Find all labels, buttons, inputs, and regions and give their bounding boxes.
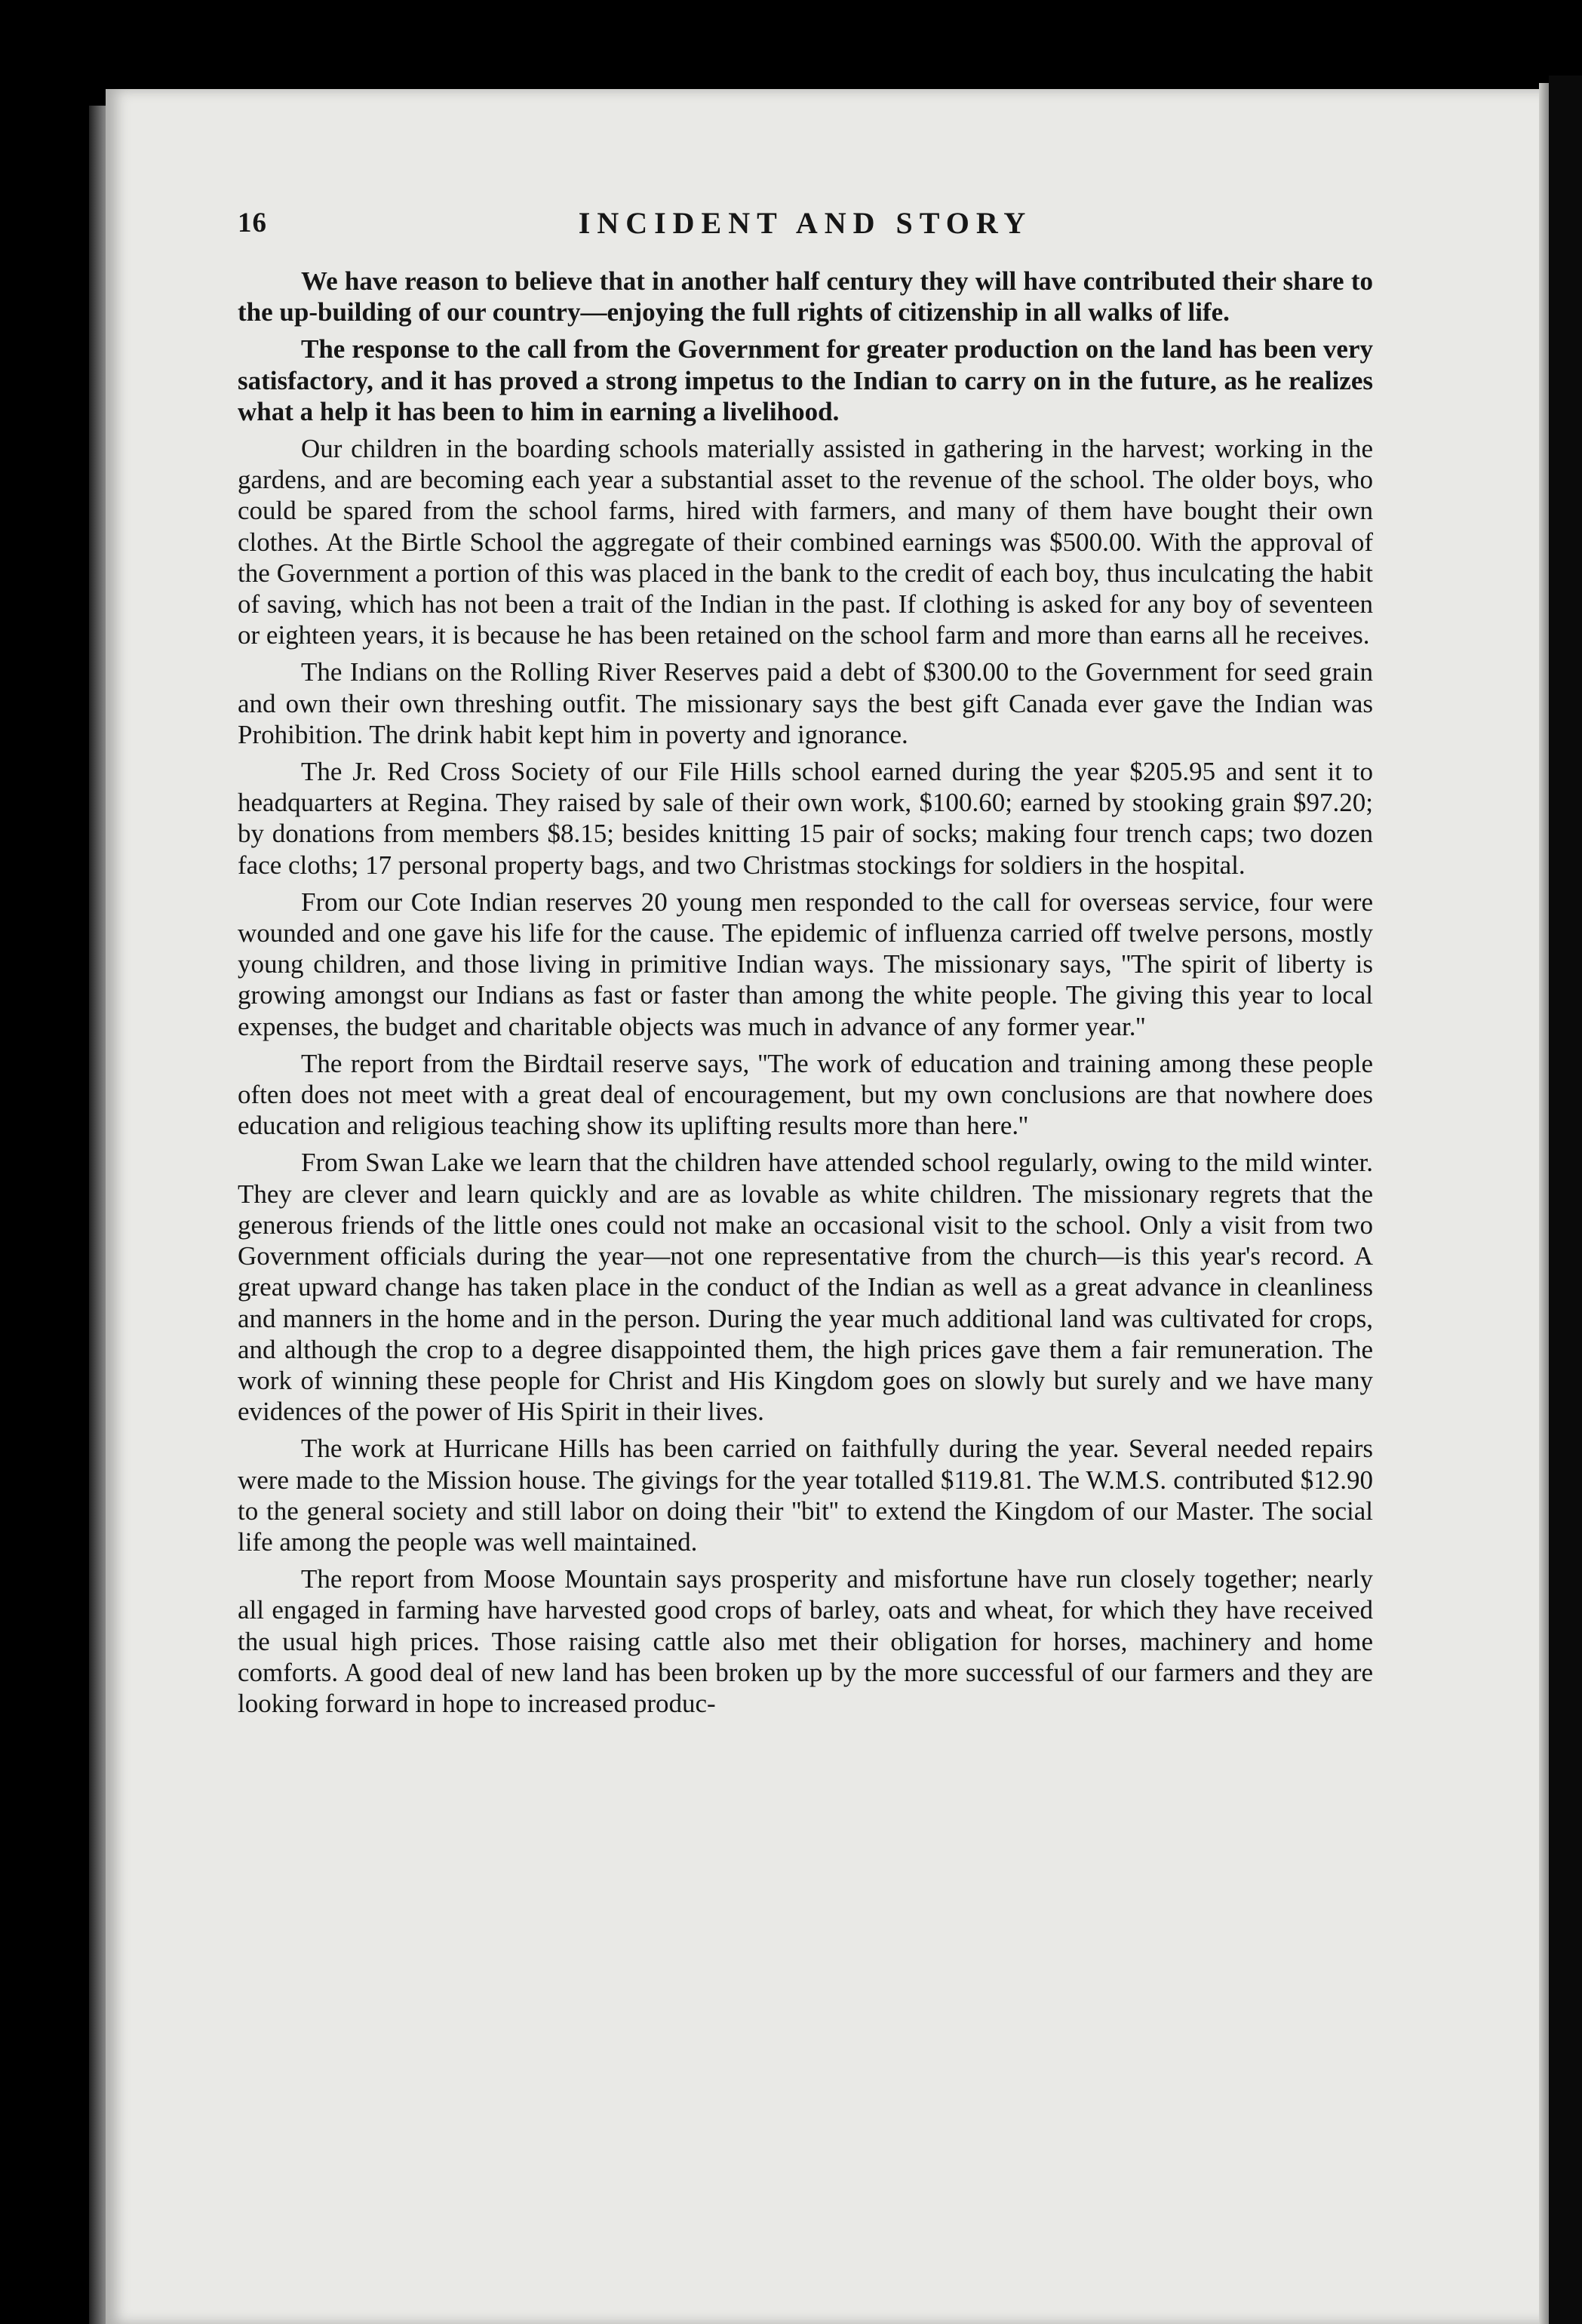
page-header [238,198,1373,251]
paragraph-production: The response to the call from the Government for greater production on the land has been very satisfactory, and it has proved a strong impetus to the Indian to carry on in the future, as he realizes what a help it has been to him in earning a livelihood. [238,334,1373,426]
paragraph-hurricane-hills: The work at Hurricane Hills has been carried on faithfully during the year. Several needed repairs were made to the Mission house. The givings for the year totalled $119.81. The W.M.S. contributed $12.90 to the general society and still labor on doing their ''bit'' to extend the Kingdom of our Master. The social life among the people was well maintained. [238,1434,1373,1557]
scan-margin-right [1549,75,1582,2324]
page-content [238,198,1373,1725]
running-title: INCIDENT AND STORY [578,206,1033,240]
paragraph-citizenship: We have reason to believe that in another half century they will have contributed their share to the up-building of our country—enjoying the full rights of citizenship in all walks of life. [238,266,1373,327]
page-number: 16 [238,208,267,238]
paragraph-birdtail: The report from the Birdtail reserve says, ''The work of education and training among these people often does not meet with a great deal of encouragement, but my own conclusions are that nowhere does education and religious teaching show its uplifting results more than here.'' [238,1048,1373,1141]
paragraph-swan-lake: From Swan Lake we learn that the children have attended school regularly, owing to the mild winter. They are clever and learn quickly and are as lovable as white children. The missionary regrets that the generous friends of the little ones could not make an occasional visit to the school. Only a visit from two Government officials during the year—not one representative from the church—is this year's record. A great upward change has taken place in the conduct of the Indian as well as a great advance in cleanliness and manners in the home and in the person. During the year much additional land was cultivated for crops, and although the crop to a degree disappointed them, the high prices gave them a fair remuneration. The work of winning these people for Christ and His Kingdom goes on slowly but surely and we have many evidences of the power of His Spirit in their lives. [238,1148,1373,1427]
paragraph-boarding-schools: Our children in the boarding schools materially assisted in gathering in the harvest; working in the gardens, and are becoming each year a substantial asset to the revenue of the school. The older boys, who could be spared from the school farms, hired with farmers, and many of them have bought their own clothes. At the Birtle School the aggregate of their combined earnings was $500.00. With the approval of the Government a portion of this was placed in the bank to the credit of each boy, thus inculcating the habit of saving, which has not been a trait of the Indian in the past. If clothing is asked for any boy of seventeen or eighteen years, it is because he has been retained on the school farm and more than earns all he receives. [238,434,1373,650]
paragraph-rolling-river: The Indians on the Rolling River Reserves paid a debt of $300.00 to the Government for seed grain and own their own threshing outfit. The missionary says the best gift Canada ever gave the Indian was Prohibition. The drink habit kept him in poverty and ignorance. [238,657,1373,749]
paragraph-cote-reserves: From our Cote Indian reserves 20 young men responded to the call for overseas service, four were wounded and one gave his life for the cause. The epidemic of influenza carried off twelve persons, mostly young children, and those living in primitive Indian ways. The missionary says, ''The spirit of liberty is growing amongst our Indians as fast or faster than among the white people. The giving this year to local expenses, the budget and charitable objects was much in advance of any former year.'' [238,887,1373,1041]
paragraph-red-cross: The Jr. Red Cross Society of our File Hills school earned during the year $205.95 and sent it to headquarters at Regina. They raised by sale of their own work, $100.60; earned by stooking grain $97.20; by donations from members $8.15; besides knitting 15 pair of socks; making four trench caps; two dozen face cloths; 17 personal property bags, and two Christmas stockings for soldiers in the hospital. [238,757,1373,880]
paragraph-moose-mountain: The report from Moose Mountain says prosperity and misfortune have run closely together; nearly all engaged in farming have harvested good crops of barley, oats and wheat, for which they have received the usual high prices. Those raising cattle also met their obligation for horses, machinery and home comforts. A good deal of new land has been broken up by the more successful of our farmers and they are looking forward in hope to increased produc- [238,1564,1373,1718]
